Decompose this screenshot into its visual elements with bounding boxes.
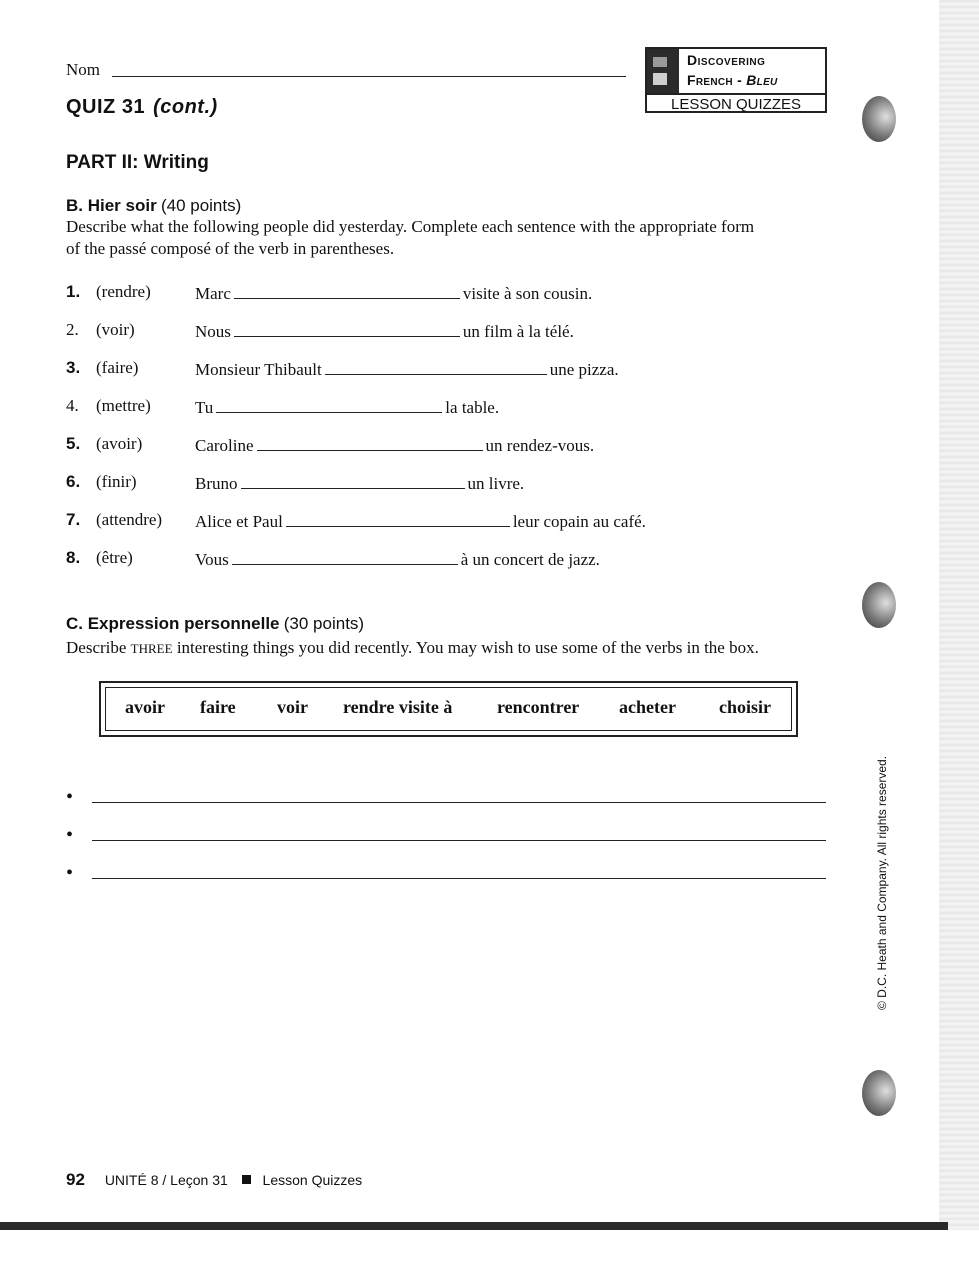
item-end: visite à son cousin. [462,284,593,303]
sentence-item [66,434,826,460]
instructions-rest: interesting things you did recently. You may wish to use some of the verbs in the box. [176,638,759,657]
item-end: un film à la télé. [462,322,574,341]
discovering-french-logo [645,47,827,113]
item-end: un rendez-vous. [485,436,595,455]
binder-hole-icon [862,96,896,142]
name-label: Nom [66,60,100,79]
verb-word: rendre visite à [343,697,453,717]
writing-line[interactable] [92,840,826,841]
answer-blank[interactable] [234,282,460,299]
sentence-item [66,510,826,536]
part-title: PART II: Writing [66,152,209,173]
item-end: leur copain au café. [512,512,646,531]
instructions-line1: Describe what the following people did yesterday. Complete each sentence with the appropriate form [66,217,755,236]
bullet-icon: • [66,824,74,846]
verb-word: choisir [719,697,771,717]
answer-blank[interactable] [241,472,465,489]
sentence-item [66,358,826,384]
name-line[interactable] [112,76,626,77]
item-end: un livre. [467,474,525,493]
brand-line2 [687,72,778,88]
binder-hole-icon [862,582,896,628]
answer-blank[interactable] [234,320,460,337]
copyright-notice: © D.C. Heath and Company. All rights reserved. [875,755,889,1010]
verb-box [99,681,798,737]
sentence-item [66,548,826,574]
quiz-title-text: QUIZ 31 [66,96,146,118]
answer-blank[interactable] [232,548,458,565]
section-b-points: (40 points) [160,196,242,215]
scan-margin [0,1230,979,1266]
page-bottom-edge [0,1222,948,1230]
section-c-title: C. Expression personnelle [66,614,280,633]
item-verb: (être) [96,548,133,567]
section-b-title: B. Hier soir [66,196,157,215]
answer-blank[interactable] [325,358,547,375]
answer-blank[interactable] [257,434,483,451]
verb-word: faire [200,697,236,717]
item-verb: (attendre) [96,510,163,529]
item-subject: Bruno [195,474,238,493]
item-number: 8. [66,548,81,567]
item-subject: Monsieur Thibault [195,360,322,379]
brand-french: French - [687,72,747,88]
section-b-heading [66,196,241,216]
brand-bleu: Bleu [746,72,778,88]
item-end: la table. [445,398,500,417]
quiz-cont: (cont.) [153,96,218,118]
item-subject: Tu [195,398,214,417]
brand-line1: Discovering [687,52,766,68]
writing-line[interactable] [92,878,826,879]
item-verb: (finir) [96,472,137,491]
item-verb: (faire) [96,358,139,377]
writing-line[interactable] [92,802,826,803]
verb-word: avoir [125,697,165,717]
section-c-heading [66,614,364,634]
item-verb: (voir) [96,320,135,339]
item-end: une pizza. [549,360,619,379]
square-bullet-icon [242,1175,251,1184]
page-footer [66,1170,362,1190]
item-subject: Alice et Paul [195,512,283,531]
bullet-icon: • [66,862,74,884]
answer-blank[interactable] [286,510,510,527]
section-c-instructions [66,637,836,660]
item-number: 1. [66,282,81,301]
item-number: 6. [66,472,81,491]
item-number: 7. [66,510,81,529]
footer-section: Lesson Quizzes [262,1172,363,1188]
logo-mark-icon [647,49,679,93]
sentence-item [66,282,826,308]
verb-word: rencontrer [497,697,580,717]
item-number: 2. [66,320,79,339]
binder-hole-icon [862,1070,896,1116]
verb-word: acheter [619,697,676,717]
sentence-item [66,320,826,346]
sentence-item [66,472,826,498]
verb-word: voir [277,697,308,717]
page-number: 92 [66,1170,85,1189]
instructions-three: THREE [130,641,173,656]
instructions-line2: of the passé composé of the verb in parentheses. [66,239,395,258]
item-subject: Marc [195,284,231,303]
sentence-item [66,396,826,422]
quiz-title [66,96,218,119]
brand-lesson-quizzes: LESSON QUIZZES [647,93,825,115]
item-end: à un concert de jazz. [460,550,600,569]
item-number: 4. [66,396,79,415]
section-b-instructions [66,216,836,260]
item-subject: Vous [195,550,229,569]
item-subject: Caroline [195,436,254,455]
item-number: 5. [66,434,81,453]
bullet-icon: • [66,786,74,808]
instructions-describe: Describe [66,638,127,657]
section-c-points: (30 points) [283,614,365,633]
item-verb: (rendre) [96,282,151,301]
item-verb: (avoir) [96,434,143,453]
item-number: 3. [66,358,81,377]
item-subject: Nous [195,322,231,341]
footer-unit: UNITÉ 8 / Leçon 31 [104,1172,228,1188]
page-edge [939,0,979,1240]
item-verb: (mettre) [96,396,151,415]
answer-blank[interactable] [216,396,442,413]
